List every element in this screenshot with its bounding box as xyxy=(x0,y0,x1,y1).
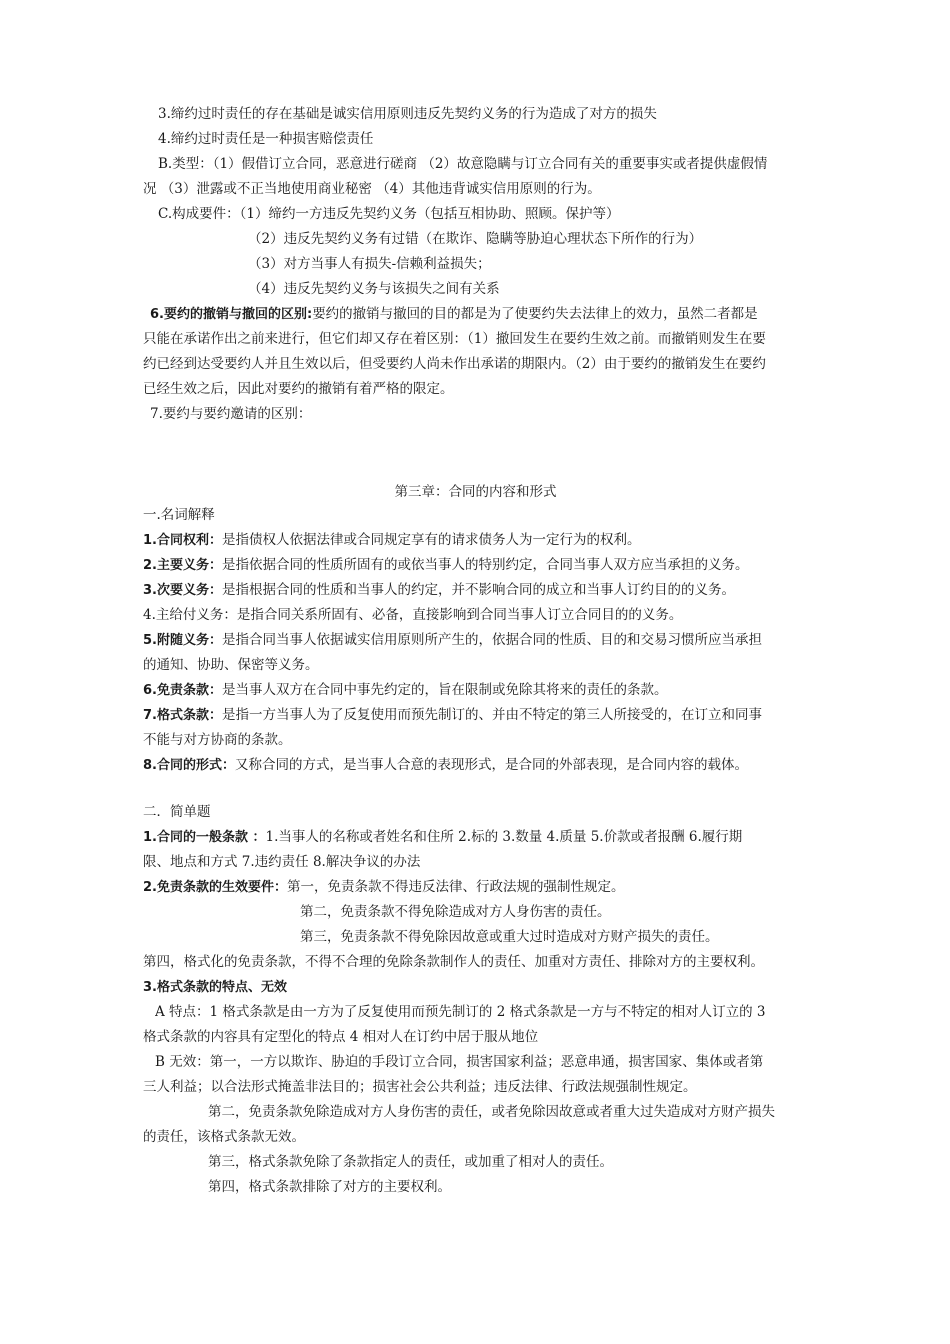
text-line: 7.要约与要约邀请的区别： xyxy=(150,406,312,422)
text-line: B.类型：（1）假借订立合同，恶意进行磋商 （2）故意隐瞒与订立合同有关的重要事实或者提供虚假情 xyxy=(158,156,768,172)
term-label: 7.格式条款： xyxy=(143,708,222,723)
text-line: 第二，免责条款不得免除造成对方人身伤害的责任。 xyxy=(300,904,611,920)
definition-line: 4.主给付义务：是指合同关系所固有、必备，直接影响到合同当事人订立合同目的的义务。 xyxy=(143,607,683,623)
definition-line xyxy=(143,528,808,553)
text-line: 约已经到达受要约人并且生效以后，但受要约人尚未作出承诺的期限内。（2）由于要约的撤销发生在要约 xyxy=(143,356,766,372)
term-definition: 是当事人双方在合同中事先约定的，旨在限制或免除其将来的责任的条款。 xyxy=(221,682,668,698)
term-definition: 是指合同当事人依据诚实信用原则所产生的，依据合同的性质、目的和交易习惯所应当承担 xyxy=(221,632,762,648)
term-label: 6.免责条款： xyxy=(143,683,222,698)
text-line: 限、地点和方式 7.违约责任 8.解决争议的办法 xyxy=(143,854,421,870)
term-definition: 是指债权人依据法律或合同规定享有的请求债务人为一定行为的权利。 xyxy=(221,532,641,548)
definition-line xyxy=(143,753,808,778)
text-line: （3）对方当事人有损失-信赖利益损失； xyxy=(248,256,491,272)
text-line: 4.缔约过时责任是一种损害赔偿责任 xyxy=(158,131,374,147)
text-line: 第四，格式化的免责条款，不得不合理的免除条款制作人的责任、加重对方责任、排除对方的主要权利。 xyxy=(143,954,764,970)
section-heading: 一.名词解释 xyxy=(143,507,215,523)
term-label: 8.合同的形式： xyxy=(143,758,235,773)
text-line: 只能在承诺作出之前来进行，但它们却又存在着区别：（1）撤回发生在要约生效之前。而撤销则发生在要 xyxy=(143,331,766,347)
question-answer: 第一，免责条款不得违反法律、行政法规的强制性规定。 xyxy=(286,879,625,895)
text-line: 第二，免责条款免除造成对方人身伤害的责任，或者免除因故意或者重大过失造成对方财产损失 xyxy=(208,1104,775,1120)
text-line: 已经生效之后，因此对要约的撤销有着严格的限定。 xyxy=(143,381,454,397)
text-line: 第四，格式条款排除了对方的主要权利。 xyxy=(208,1179,451,1195)
term-label: 5.附随义务： xyxy=(143,633,222,648)
text-line: （4）违反先契约义务与该损失之间有关系 xyxy=(248,281,500,297)
definition-line xyxy=(143,703,808,728)
definition-line xyxy=(143,578,808,603)
term-label: 6.要约的撤销与撤回的区别: xyxy=(150,307,313,322)
text-line: B 无效：第一，一方以欺诈、胁迫的手段订立合同，损害国家利益；恶意串通，损害国家、集体或者第 xyxy=(155,1054,764,1070)
text-line: 第三，免责条款不得免除因故意或重大过时造成对方财产损失的责任。 xyxy=(300,929,719,945)
text-line: 的责任，该格式条款无效。 xyxy=(143,1129,305,1145)
term-label: 2.主要义务： xyxy=(143,558,222,573)
term-definition: 是指依据合同的性质所固有的或依当事人的特别约定，合同当事人双方应当承担的义务。 xyxy=(221,557,749,573)
question-answer: 1.当事人的名称或者姓名和住所 2.标的 3.数量 4.质量 5.价款或者报酬 6.履行期 xyxy=(265,829,743,845)
text-line: C.构成要件：（1）缔约一方违反先契约义务（包括互相协助、照顾。保护等） xyxy=(158,206,620,222)
text-line: 不能与对方协商的条款。 xyxy=(143,732,292,748)
question-label: 2.免责条款的生效要件： xyxy=(143,880,287,895)
chapter-title: 第三章：合同的内容和形式 xyxy=(394,484,557,500)
question-line xyxy=(143,975,808,1000)
term-definition: 又称合同的方式，是当事人合意的表现形式，是合同的外部表现，是合同内容的载体。 xyxy=(234,757,748,773)
text-line: 格式条款的内容具有定型化的特点 4 相对人在订约中居于服从地位 xyxy=(143,1029,539,1045)
text-line: 三人利益；以合法形式掩盖非法目的；损害社会公共利益；违反法律、行政法规强制性规定。 xyxy=(143,1079,697,1095)
text-line: 第三，格式条款免除了条款指定人的责任，或加重了相对人的责任。 xyxy=(208,1154,613,1170)
term-label: 3.次要义务： xyxy=(143,583,222,598)
text-line: （2）违反先契约义务有过错（在欺诈、隐瞒等胁迫心理状态下所作的行为） xyxy=(248,231,703,247)
question-label: 3.格式条款的特点、无效 xyxy=(143,980,287,995)
text-line: 况 （3）泄露或不正当地使用商业秘密 （4）其他违背诚实信用原则的行为。 xyxy=(143,181,601,197)
term-definition: 要约的撤销与撤回的目的都是为了使要约失去法律上的效力，虽然二者都是 xyxy=(312,306,758,322)
question-label: 1.合同的一般条款 ： xyxy=(143,830,266,845)
term-label: 1.合同权利： xyxy=(143,533,222,548)
term-definition: 是指根据合同的性质和当事人的约定，并不影响合同的成立和当事人订约目的的义务。 xyxy=(221,582,735,598)
question-line xyxy=(143,825,808,850)
text-line: 的通知、协助、保密等义务。 xyxy=(143,657,319,673)
definition-line xyxy=(143,553,808,578)
text-line: A 特点：1 格式条款是由一方为了反复使用而预先制订的 2 格式条款是一方与不特定的相对人订立的 3 xyxy=(155,1004,766,1020)
definition-line xyxy=(143,628,808,653)
text-line xyxy=(150,302,815,327)
term-definition: 是指一方当事人为了反复使用而预先制订的、并由不特定的第三人所接受的，在订立和同事 xyxy=(221,707,762,723)
text-line: 3.缔约过时责任的存在基础是诚实信用原则违反先契约义务的行为造成了对方的损失 xyxy=(158,106,657,122)
definition-line xyxy=(143,678,808,703)
section-heading: 二．简单题 xyxy=(143,804,211,820)
question-line xyxy=(143,875,808,900)
